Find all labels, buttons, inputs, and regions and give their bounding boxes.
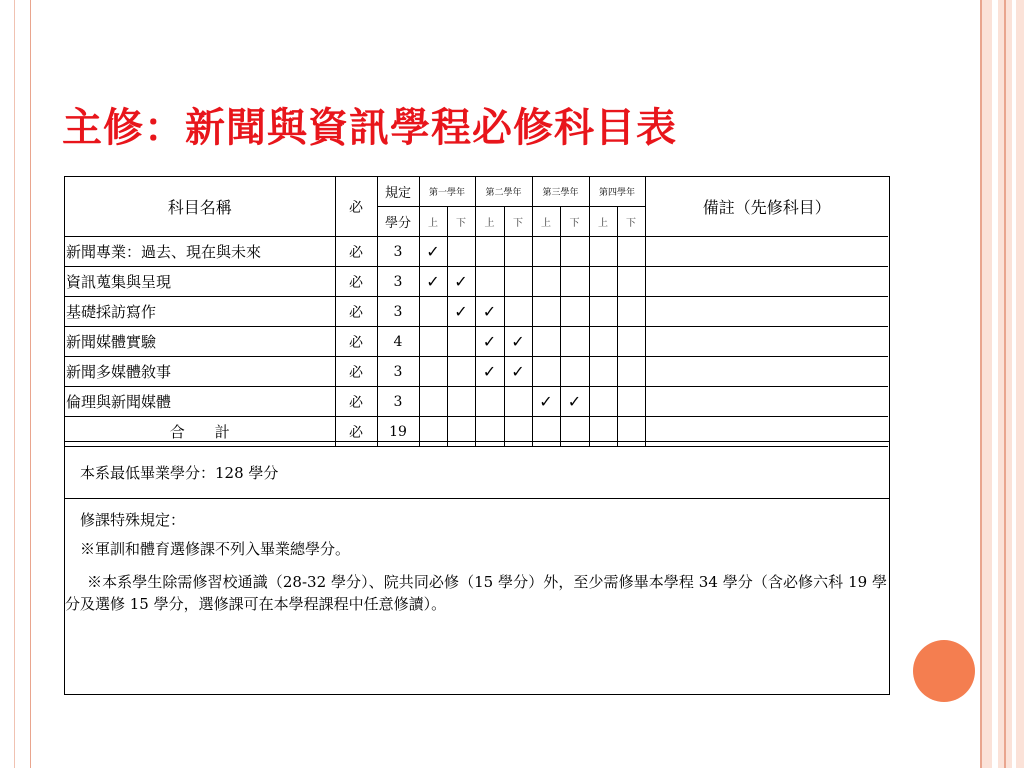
semester-check	[560, 357, 589, 387]
required-mark: 必	[335, 237, 377, 267]
credits-header-bottom: 學分	[377, 207, 419, 237]
semester-header: 下	[560, 207, 589, 237]
semester-check: ✓	[419, 237, 447, 267]
semester-check	[504, 267, 532, 297]
remark-cell	[645, 327, 888, 357]
semester-check: ✓	[447, 297, 475, 327]
semester-check	[475, 387, 504, 417]
required-header: 必	[335, 177, 377, 237]
semester-header: 上	[419, 207, 447, 237]
semester-check	[475, 237, 504, 267]
total-credits: 19	[377, 417, 419, 447]
remark-cell	[645, 297, 888, 327]
semester-check	[560, 327, 589, 357]
semester-check	[504, 237, 532, 267]
semester-check	[475, 267, 504, 297]
total-label: 合計	[65, 417, 335, 447]
semester-check	[617, 297, 645, 327]
semester-check: ✓	[504, 357, 532, 387]
required-mark: 必	[335, 327, 377, 357]
semester-check	[532, 267, 560, 297]
remark-cell	[645, 267, 888, 297]
semester-check: ✓	[419, 267, 447, 297]
semester-check	[447, 327, 475, 357]
course-name: 基礎採訪寫作	[65, 297, 335, 327]
credits-value: 3	[377, 297, 419, 327]
semester-check	[617, 267, 645, 297]
border-stripe	[992, 0, 998, 768]
required-mark: 必	[335, 387, 377, 417]
semester-check	[419, 327, 447, 357]
semester-check	[532, 237, 560, 267]
course-name: 新聞多媒體敘事	[65, 357, 335, 387]
course-row	[65, 387, 888, 417]
rule-2: ※本系學生除需修習校通識（28-32 學分）、院共同必修（15 學分）外，至少需修畢本學程 34 學分（含必修六科 19 學分及選修 15 學分，選修課可在本學程課程中任意修讀）。	[65, 573, 887, 613]
semester-check	[589, 267, 617, 297]
course-row	[65, 327, 888, 357]
semester-check	[447, 357, 475, 387]
semester-check	[419, 297, 447, 327]
semester-check	[560, 267, 589, 297]
semester-check	[560, 297, 589, 327]
course-name: 新聞媒體實驗	[65, 327, 335, 357]
remarks-header: 備註（先修科目）	[645, 177, 888, 237]
semester-check	[447, 237, 475, 267]
semester-check	[617, 387, 645, 417]
semester-check: ✓	[532, 387, 560, 417]
semester-check	[589, 327, 617, 357]
slide-right-border	[980, 0, 1024, 768]
semester-check	[589, 357, 617, 387]
decorative-circle	[913, 640, 975, 702]
course-row	[65, 237, 888, 267]
border-stripe	[1012, 0, 1016, 768]
semester-check	[532, 297, 560, 327]
semester-check: ✓	[560, 387, 589, 417]
semester-check: ✓	[475, 297, 504, 327]
semester-header: 下	[504, 207, 532, 237]
semester-check	[617, 237, 645, 267]
semester-check: ✓	[475, 327, 504, 357]
slide-left-border	[0, 0, 31, 768]
semester-header: 上	[532, 207, 560, 237]
semester-header: 上	[589, 207, 617, 237]
required-mark: 必	[335, 297, 377, 327]
semester-check	[589, 237, 617, 267]
credits-value: 3	[377, 267, 419, 297]
semester-header: 下	[447, 207, 475, 237]
semester-check	[560, 237, 589, 267]
semester-check	[419, 357, 447, 387]
credits-header-top: 規定	[377, 177, 419, 207]
semester-check	[617, 327, 645, 357]
rule-1: ※軍訓和體育選修課不列入畢業總學分。	[80, 540, 351, 558]
course-table-box	[64, 176, 890, 695]
semester-check	[504, 387, 532, 417]
semester-check	[504, 297, 532, 327]
semester-check	[532, 357, 560, 387]
year-3-header: 第三學年	[532, 177, 589, 207]
credits-value: 4	[377, 327, 419, 357]
semester-check	[589, 387, 617, 417]
required-mark: 必	[335, 267, 377, 297]
course-row	[65, 267, 888, 297]
course-row	[65, 357, 888, 387]
credits-value: 3	[377, 357, 419, 387]
year-4-header: 第四學年	[589, 177, 645, 207]
semester-check: ✓	[504, 327, 532, 357]
course-name: 資訊蒐集與呈現	[65, 267, 335, 297]
semester-check	[532, 327, 560, 357]
semester-header: 上	[475, 207, 504, 237]
header-row	[65, 177, 888, 207]
course-name: 倫理與新聞媒體	[65, 387, 335, 417]
course-name: 新聞專業：過去、現在與未來	[65, 237, 335, 267]
special-rules-title: 修課特殊規定：	[80, 511, 186, 529]
required-mark: 必	[335, 357, 377, 387]
course-row	[65, 297, 888, 327]
semester-check: ✓	[475, 357, 504, 387]
year-1-header: 第一學年	[419, 177, 475, 207]
year-2-header: 第二學年	[475, 177, 532, 207]
remark-cell	[645, 387, 888, 417]
credits-value: 3	[377, 237, 419, 267]
special-rules	[65, 498, 889, 694]
slide-title: 主修：新聞與資訊學程必修科目表	[62, 105, 677, 151]
semester-check	[447, 387, 475, 417]
semester-check	[589, 297, 617, 327]
remark-cell	[645, 237, 888, 267]
total-required-mark: 必	[335, 417, 377, 447]
course-table	[65, 177, 888, 447]
border-stripe	[1004, 0, 1006, 768]
course-name-header: 科目名稱	[65, 177, 335, 237]
semester-check	[617, 357, 645, 387]
min-credits-note: 本系最低畢業學分：128 學分	[65, 441, 889, 498]
credits-value: 3	[377, 387, 419, 417]
semester-check: ✓	[447, 267, 475, 297]
semester-check	[419, 387, 447, 417]
semester-header: 下	[617, 207, 645, 237]
remark-cell	[645, 357, 888, 387]
